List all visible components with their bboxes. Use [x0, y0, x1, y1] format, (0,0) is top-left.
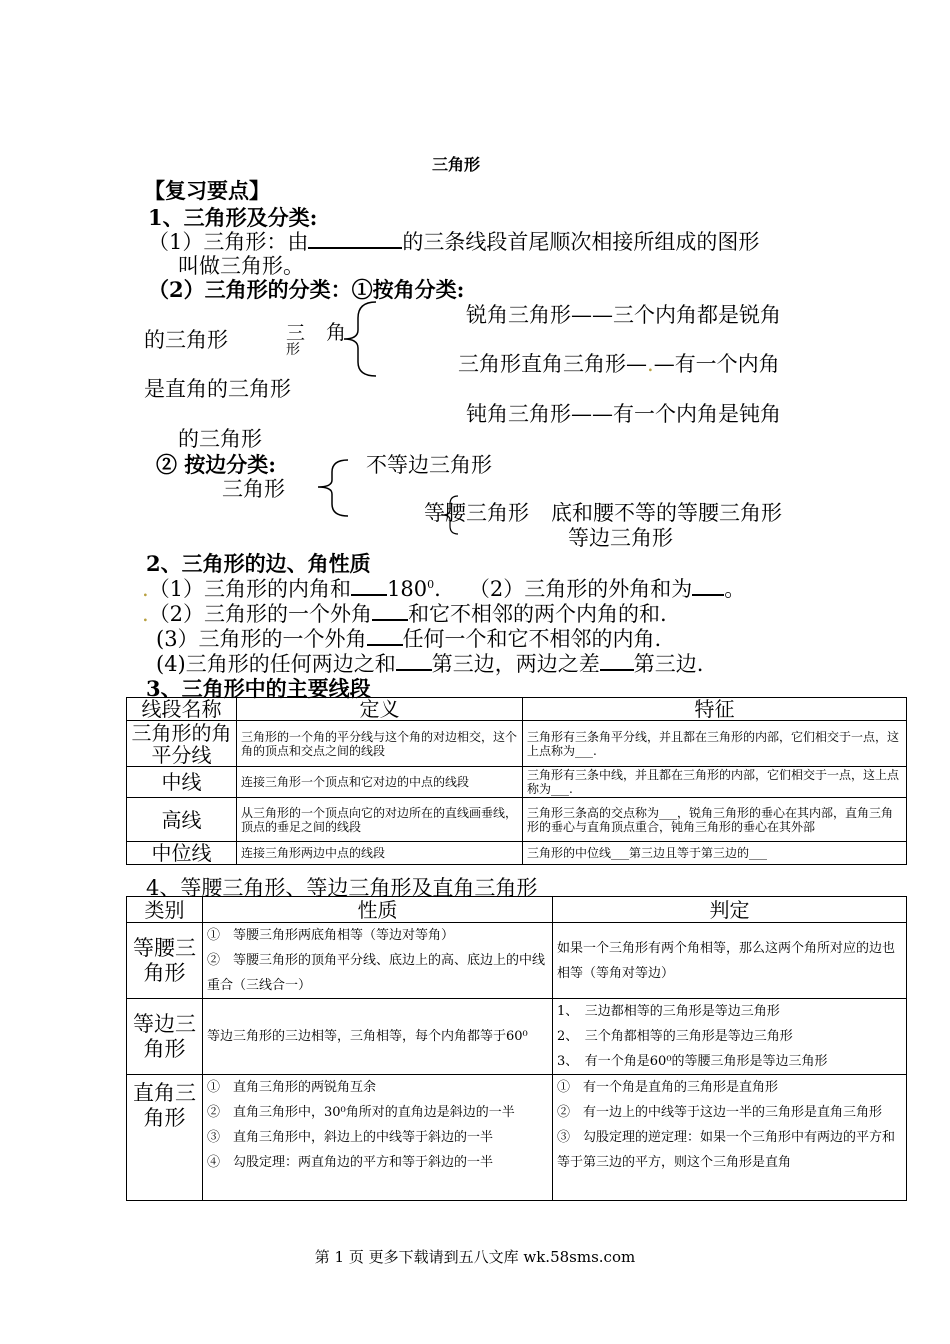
l4a: (4)三角形的任何两边之和 — [156, 652, 396, 676]
l3a: (3）三角形的一个外角 — [156, 627, 367, 651]
dot-mark: . — [142, 577, 149, 601]
label-san: 三 — [286, 322, 306, 344]
angle-right-dot: . — [647, 352, 654, 376]
tri-props — [203, 999, 553, 1075]
tri-name: 等腰三角形 — [127, 923, 203, 999]
l3b: 任何一个和它不相邻的内角. — [402, 627, 662, 651]
s2-heading: 2、三角形的边、角性质 — [146, 551, 371, 576]
side-isosceles: 等腰三角形 — [424, 501, 529, 525]
prop-item: ③ 直角三角形中，斜边上的中线等于斜边的一半 — [207, 1130, 494, 1145]
angle-obtuse-tail: 的三角形 — [178, 427, 262, 451]
judge-item: ① 有一个角是直角的三角形是直角形 — [557, 1080, 779, 1095]
table-row — [127, 767, 907, 798]
seg-feat: 三角形有三条角平分线，并且都在三角形的内部，它们相交于一点，这上点称为___. — [523, 721, 907, 767]
prop-item: ① 等腰三角形两底角相等（等边对等角） — [207, 928, 455, 943]
side-brace — [314, 458, 354, 518]
judge-item: 2、 三个角都相等的三角形是等边三角形 — [557, 1029, 793, 1044]
judge-item: 3、 有一个角是60⁰的等腰三角形是等边三角形 — [557, 1054, 828, 1069]
angle-right-a: 三角形直角三角形— — [458, 352, 647, 376]
l1d: （2）三角形的外角和为 — [468, 577, 693, 601]
tri-judge — [553, 1075, 907, 1201]
section-review: 【复习要点】 — [144, 178, 270, 203]
page-title: 三角形 — [432, 155, 481, 174]
tri-judge — [553, 999, 907, 1075]
s1-heading: 1、三角形及分类: — [148, 205, 318, 230]
table-row — [127, 1075, 907, 1201]
th-category: 类别 — [127, 897, 203, 923]
s1-def-suffix: 的三条线段首尾顺次相接所组成的图形 — [402, 230, 760, 254]
table-header-row — [127, 897, 907, 923]
tri-judge — [553, 923, 907, 999]
blank — [600, 651, 634, 671]
l1sup: 0 — [427, 578, 435, 591]
seg-name: 高线 — [127, 798, 237, 842]
seg-feat: 三角形有三条中线，并且都在三角形的内部，它们相交于一点，这上点称为___. — [523, 767, 907, 798]
th-def: 定义 — [237, 698, 523, 721]
blank — [308, 229, 402, 249]
l4c: 第三边. — [633, 652, 704, 676]
side-label: 三角形 — [222, 477, 285, 501]
iso-brace — [438, 494, 462, 536]
triangles-table — [126, 896, 907, 1201]
seg-name: 中位线 — [127, 842, 237, 865]
judge-item: ② 有一边上的中线等于这边一半的三角形是直角三角形 — [557, 1105, 883, 1120]
s4-heading: 4、等腰三角形、等边三角形及直角三角形 — [146, 876, 538, 900]
angle-acute-tail: 的三角形 — [144, 328, 228, 352]
table-row — [127, 999, 907, 1075]
table-row — [127, 842, 907, 865]
s1-cls-heading: （2）三角形的分类：①按角分类: — [148, 277, 465, 302]
s1-def-line2: 叫做三角形。 — [178, 254, 304, 278]
l1e: 。 — [724, 577, 746, 601]
table-row — [127, 923, 907, 999]
prop-item: ② 直角三角形中，30⁰角所对的直角边是斜边的一半 — [207, 1105, 515, 1120]
tri-name: 直角三角形 — [127, 1075, 203, 1201]
seg-def: 三角形的一个角的平分线与这个角的对边相交，这个角的顶点和交点之间的线段 — [237, 721, 523, 767]
angle-right — [458, 348, 780, 378]
side-scalene: 不等边三角形 — [366, 453, 492, 477]
l1b: 180 — [387, 577, 428, 601]
judge-item: 如果一个三角形有两个角相等，那么这两个角所对应的边也相等（等角对等边） — [557, 940, 896, 981]
prop-item: ④ 勾股定理：两直角边的平方和等于斜边的一半 — [207, 1155, 494, 1170]
seg-def: 连接三角形一个顶点和它对边的中点的线段 — [237, 767, 523, 798]
table-header-row — [127, 698, 907, 721]
angle-obtuse: 钝角三角形——有一个内角是钝角 — [466, 402, 781, 426]
prop-item: ① 直角三角形的两锐角互余 — [207, 1080, 377, 1095]
tri-props — [203, 923, 553, 999]
th-name: 线段名称 — [127, 698, 237, 721]
prop-item: ② 等腰三角形的顶角平分线、底边上的高、底边上的中线重合（三线合一） — [207, 953, 546, 993]
seg-feat: 三角形的中位线___第三边且等于第三边的___ — [523, 842, 907, 865]
side-equilateral: 等边三角形 — [568, 526, 673, 550]
blank — [351, 576, 387, 596]
th-judgement: 判定 — [553, 897, 907, 923]
blank — [367, 626, 403, 646]
seg-def: 连接三角形两边中点的线段 — [237, 842, 523, 865]
blank — [396, 651, 432, 671]
angle-right-b: —有一个内角 — [653, 352, 780, 376]
side-heading: ② 按边分类: — [156, 452, 277, 477]
label-jiao: 角 — [326, 320, 346, 344]
side-iso-sub: 底和腰不等的等腰三角形 — [551, 501, 782, 525]
table-row — [127, 798, 907, 842]
tri-name: 等边三角形 — [127, 999, 203, 1075]
l2b: 和它不相邻的两个内角的和. — [408, 602, 667, 626]
label-xing: 形 — [286, 342, 300, 358]
table-row — [127, 721, 907, 767]
l2a: （2）三角形的一个外角 — [148, 602, 373, 626]
page-footer: 第 1 页 更多下载请到五八文库 wk.58sms.com — [314, 1248, 636, 1266]
l4b: 第三边，两边之差 — [431, 652, 600, 676]
segments-table — [126, 697, 907, 865]
l1a: （1）三角形的内角和 — [148, 577, 352, 601]
judge-item: ③ 勾股定理的逆定理：如果一个三角形中有两边的平方和等于第三边的平方，则这个三角形是直角 — [557, 1130, 896, 1170]
blank — [372, 601, 408, 621]
judge-item: 1、 三边都相等的三角形是等边三角形 — [557, 1004, 780, 1019]
s3-heading: 3、三角形中的主要线段 — [146, 676, 371, 701]
seg-name: 中线 — [127, 767, 237, 798]
seg-feat: 三角形三条高的交点称为___，锐角三角形的垂心在其内部，直角三角形的垂心与直角顶点重合，钝角三角形的垂心在其外部 — [523, 798, 907, 842]
s1-def-prefix: （1）三角形：由 — [148, 230, 309, 254]
tri-props — [203, 1075, 553, 1201]
th-property: 性质 — [203, 897, 553, 923]
blank — [692, 576, 724, 596]
l1c: . — [434, 577, 441, 601]
th-feat: 特征 — [523, 698, 907, 721]
angle-brace — [340, 300, 380, 378]
seg-name: 三角形的角平分线 — [127, 721, 237, 767]
dot-mark: . — [142, 602, 149, 626]
angle-acute: 锐角三角形——三个内角都是锐角 — [466, 303, 781, 327]
seg-def: 从三角形的一个顶点向它的对边所在的直线画垂线，顶点的垂足之间的线段 — [237, 798, 523, 842]
angle-right-tail: 是直角的三角形 — [144, 377, 291, 401]
prop-item: 等边三角形的三边相等，三角相等，每个内角都等于60⁰ — [207, 1029, 528, 1044]
